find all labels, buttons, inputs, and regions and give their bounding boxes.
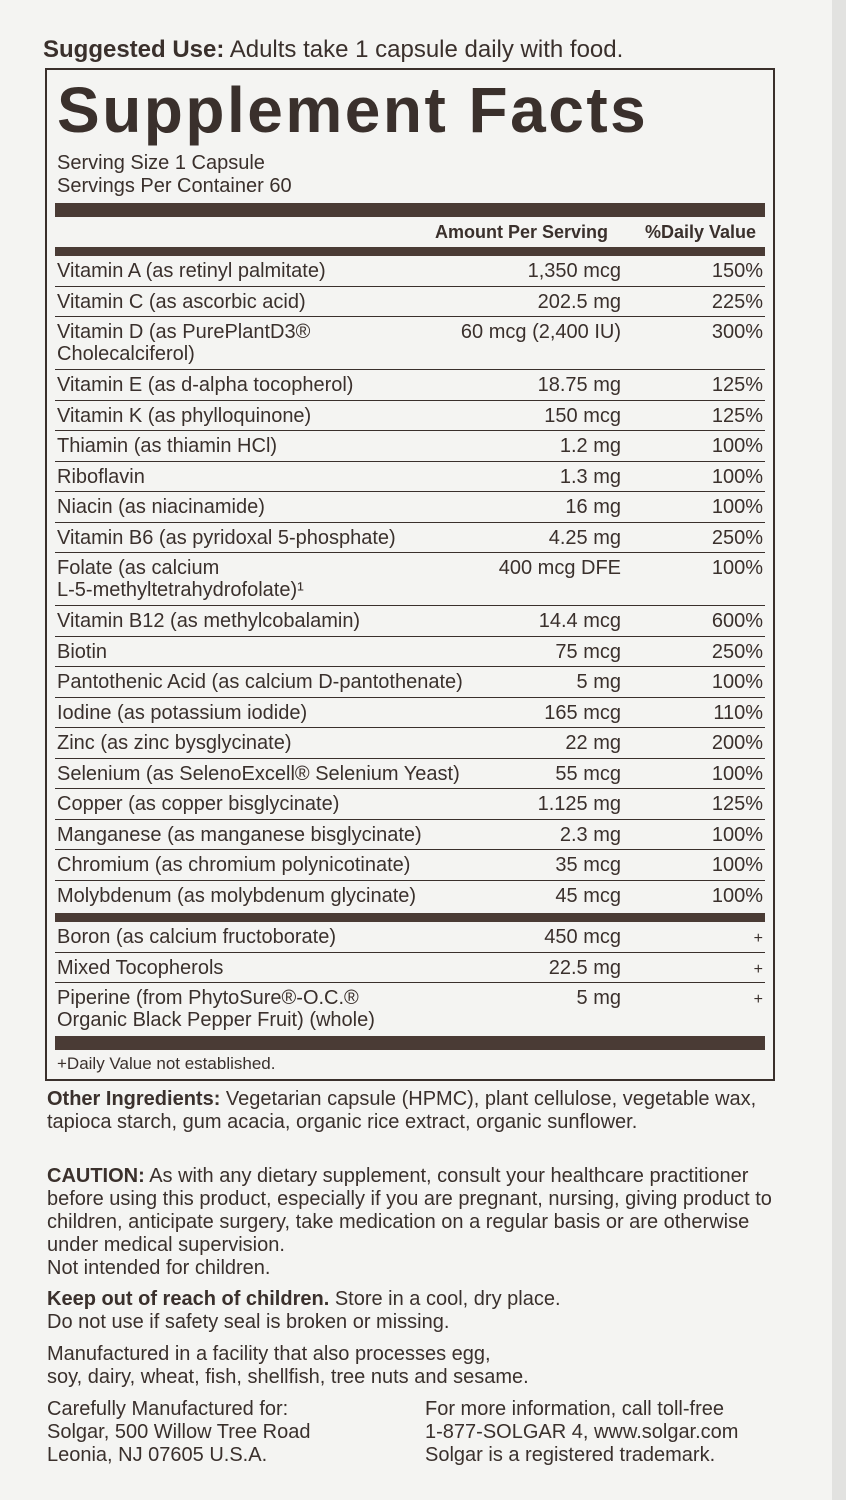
nutrient-name-line: Vitamin C (as ascorbic acid) xyxy=(57,290,306,313)
keep-out-label: Keep out of reach of children. xyxy=(47,1288,330,1310)
nutrient-row xyxy=(55,881,765,912)
nutrient-daily-value: 100% xyxy=(711,823,763,846)
other-ingredients-text: Vegetarian capsule (HPMC), plant cellulose, vegetable wax, tapioca starch, gum acacia, organic rice extract, organic sunflower. xyxy=(47,1088,757,1133)
nutrient-name-line: Boron (as calcium fructoborate) xyxy=(57,926,337,948)
footnote: +Daily Value not established. xyxy=(57,1054,276,1073)
nutrient-name xyxy=(57,885,416,907)
nutrient-amount: 2.3 mg xyxy=(559,823,621,846)
nutrient-name-line: Folate (as calcium xyxy=(57,557,220,579)
header-daily-value: %Daily Value xyxy=(645,222,757,242)
nutrient-name xyxy=(57,671,463,693)
nutrient-row xyxy=(55,317,765,370)
nutrient-amount: 1,350 mcg xyxy=(527,260,621,282)
nutrient-name xyxy=(57,702,307,724)
allergen-line: Manufactured in a facility that also processes egg, xyxy=(47,1343,491,1365)
nutrient-name xyxy=(57,527,396,549)
suggested-use-label: Suggested Use: xyxy=(43,36,225,63)
keep-out-of-reach xyxy=(47,1288,787,1334)
nutrient-name-line: Thiamin (as thiamin HCl) xyxy=(57,435,278,457)
divider-mid xyxy=(55,247,765,256)
serving-size: Serving Size 1 Capsule xyxy=(57,152,265,174)
other-ingredient-table xyxy=(55,922,765,1036)
nutrient-amount: 165 mcg xyxy=(544,701,621,724)
nutrient-daily-value: 300% xyxy=(711,321,763,343)
nutrient-amount: 5 mg xyxy=(576,671,621,693)
nutrient-row xyxy=(55,401,765,432)
nutrient-daily-value: 100% xyxy=(711,671,763,693)
nutrient-row xyxy=(55,789,765,820)
supplement-facts-panel xyxy=(45,68,775,1081)
caution xyxy=(47,1165,787,1280)
nutrient-row xyxy=(55,637,765,668)
nutrient-name-line: Iodine (as potassium iodide) xyxy=(57,701,308,724)
nutrient-daily-value: 150% xyxy=(711,260,763,282)
nutrient-daily-value: 250% xyxy=(711,526,763,549)
nutrient-name-line: Vitamin K (as phylloquinone) xyxy=(57,404,312,427)
nutrient-daily-value: 125% xyxy=(711,374,763,396)
nutrient-row xyxy=(55,983,765,1036)
nutrient-daily-value: + xyxy=(753,960,763,978)
nutrient-daily-value: 250% xyxy=(711,640,763,663)
nutrient-row xyxy=(55,370,765,401)
nutrient-amount: 45 mcg xyxy=(555,884,621,907)
nutrient-row xyxy=(55,728,765,759)
nutrient-name xyxy=(57,321,310,365)
allergen-statement xyxy=(47,1343,787,1389)
nutrient-daily-value: 100% xyxy=(711,435,763,457)
manufacturer-line: Solgar, 500 Willow Tree Road xyxy=(47,1421,311,1443)
nutrient-amount: 450 mcg xyxy=(544,926,621,948)
nutrient-amount: 18.75 mg xyxy=(537,374,621,396)
nutrient-name-line: Copper (as copper bisglycinate) xyxy=(57,793,340,815)
nutrient-daily-value: 100% xyxy=(711,465,763,488)
caution-label: CAUTION: xyxy=(47,1165,145,1187)
nutrient-name xyxy=(57,557,304,601)
nutrient-daily-value: 110% xyxy=(713,701,763,724)
divider-mid xyxy=(55,913,765,922)
nutrient-amount: 22 mg xyxy=(565,732,621,754)
nutrient-name-line: Biotin xyxy=(57,640,108,663)
nutrient-name-line: Molybdenum (as molybdenum glycinate) xyxy=(57,884,417,907)
nutrient-name-line: Vitamin B12 (as methylcobalamin) xyxy=(57,610,361,632)
nutrient-daily-value: 100% xyxy=(711,854,763,876)
nutrient-row xyxy=(55,953,765,984)
nutrient-name-line: Piperine (from PhytoSure®-O.C.® xyxy=(57,987,359,1009)
manufacturer-line: Carefully Manufactured for: xyxy=(47,1398,289,1420)
nutrient-daily-value: 200% xyxy=(711,732,763,754)
panel-title: Supplement Facts xyxy=(57,74,649,146)
other-ingredients xyxy=(47,1088,787,1134)
suggested-use xyxy=(43,35,743,65)
other-ingredients-label: Other Ingredients: xyxy=(47,1088,221,1110)
nutrient-name xyxy=(57,793,339,815)
nutrient-row xyxy=(55,759,765,790)
nutrient-name-line: Zinc (as zinc bysglycinate) xyxy=(57,732,292,754)
nutrient-name-line: Organic Black Pepper Fruit) (whole) xyxy=(57,1009,375,1031)
nutrient-daily-value: + xyxy=(753,991,763,1008)
nutrient-name xyxy=(57,854,410,876)
nutrient-amount: 1.3 mg xyxy=(559,465,621,488)
nutrient-amount: 150 mcg xyxy=(544,404,621,427)
nutrient-name xyxy=(57,374,353,396)
contact-info xyxy=(425,1398,738,1467)
storage-text: Store in a cool, dry place. xyxy=(329,1288,561,1310)
nutrient-name xyxy=(57,496,265,518)
manufacturer-line: Leonia, NJ 07605 U.S.A. xyxy=(47,1444,268,1466)
nutrient-name xyxy=(57,987,375,1031)
nutrient-name xyxy=(57,824,422,846)
nutrient-name-line: Mixed Tocopherols xyxy=(57,956,224,979)
nutrient-name xyxy=(57,926,336,948)
nutrient-amount: 35 mcg xyxy=(555,854,621,876)
nutrient-row xyxy=(55,606,765,637)
nutrient-daily-value: 600% xyxy=(711,610,763,632)
nutrient-row xyxy=(55,431,765,462)
serving-info xyxy=(57,152,292,198)
caution-text: As with any dietary supplement, consult your healthcare practitioner before using this product, especially if you are pregnant, nursing, giving product to children, anticipate surgery, take medication on a regular basis or are otherwise under medical supervision. xyxy=(47,1165,772,1256)
nutrient-name xyxy=(57,435,277,457)
nutrient-name xyxy=(57,466,145,488)
nutrient-name-line: Selenium (as SelenoExcell® Selenium Yeast) xyxy=(57,762,460,785)
nutrient-daily-value: 100% xyxy=(711,762,763,785)
nutrient-name-line: Chromium (as chromium polynicotinate) xyxy=(57,854,411,876)
nutrient-amount: 202.5 mg xyxy=(537,290,621,313)
nutrient-amount: 400 mcg DFE xyxy=(498,557,621,579)
contact-line: 1-877-SOLGAR 4, www.solgar.com xyxy=(425,1421,739,1443)
nutrient-name-line: Manganese (as manganese bisglycinate) xyxy=(57,823,422,846)
nutrient-name-line: Cholecalciferol) xyxy=(57,343,195,365)
header-amount: Amount Per Serving xyxy=(435,222,609,242)
nutrient-name xyxy=(57,291,306,313)
nutrient-amount: 55 mcg xyxy=(555,762,621,785)
manufacturer-info xyxy=(47,1398,310,1467)
nutrient-name-line: Vitamin E (as d-alpha tocopherol) xyxy=(57,374,354,396)
nutrient-amount: 16 mg xyxy=(565,496,621,518)
nutrient-amount: 14.4 mcg xyxy=(538,610,621,632)
nutrient-name-line: L-5-methyltetrahydrofolate)¹ xyxy=(57,579,304,601)
nutrient-row xyxy=(55,850,765,881)
nutrient-name xyxy=(57,405,311,427)
nutrient-amount: 1.2 mg xyxy=(559,435,621,457)
nutrient-row xyxy=(55,287,765,318)
nutrient-table xyxy=(55,256,765,911)
nutrient-name xyxy=(57,610,360,632)
nutrient-daily-value: 100% xyxy=(711,884,763,907)
nutrient-amount: 75 mcg xyxy=(555,640,621,663)
nutrient-name-line: Riboflavin xyxy=(57,465,145,488)
nutrient-amount: 1.125 mg xyxy=(537,793,621,815)
caution-children: Not intended for children. xyxy=(47,1257,271,1279)
package-edge xyxy=(832,0,846,1500)
nutrient-name-line: Pantothenic Acid (as calcium D-pantothenate) xyxy=(57,671,463,693)
nutrient-name xyxy=(57,763,460,785)
nutrient-daily-value: 100% xyxy=(711,496,763,518)
divider-thick xyxy=(55,1036,765,1050)
nutrient-name-line: Niacin (as niacinamide) xyxy=(57,496,265,518)
nutrient-name xyxy=(57,957,223,979)
nutrient-name-line: Vitamin D (as PurePlantD3® xyxy=(57,321,311,343)
nutrient-name-line: Vitamin A (as retinyl palmitate) xyxy=(57,260,326,282)
divider-thick xyxy=(55,203,765,217)
nutrient-name xyxy=(57,641,107,663)
allergen-line: soy, dairy, wheat, fish, shellfish, tree nuts and sesame. xyxy=(47,1366,529,1388)
nutrient-row xyxy=(55,523,765,554)
nutrient-name xyxy=(57,260,326,282)
servings-per-container: Servings Per Container 60 xyxy=(57,175,292,197)
nutrient-row xyxy=(55,667,765,698)
suggested-use-text: Adults take 1 capsule daily with food. xyxy=(224,36,624,63)
nutrient-row xyxy=(55,256,765,287)
nutrient-row xyxy=(55,922,765,953)
nutrient-amount: 60 mcg (2,400 IU) xyxy=(460,321,621,343)
nutrient-name xyxy=(57,732,292,754)
nutrient-daily-value: 125% xyxy=(711,404,763,427)
nutrient-amount: 22.5 mg xyxy=(548,956,621,979)
nutrient-amount: 4.25 mg xyxy=(548,526,621,549)
contact-line: For more information, call toll-free xyxy=(425,1398,724,1420)
nutrient-row xyxy=(55,462,765,493)
nutrient-daily-value: 225% xyxy=(711,290,763,313)
nutrient-row xyxy=(55,698,765,729)
nutrient-daily-value: 100% xyxy=(711,557,763,579)
nutrient-name-line: Vitamin B6 (as pyridoxal 5-phosphate) xyxy=(57,526,396,549)
safety-seal-text: Do not use if safety seal is broken or missing. xyxy=(47,1311,450,1333)
nutrient-row xyxy=(55,553,765,606)
nutrient-row xyxy=(55,492,765,523)
nutrient-row xyxy=(55,820,765,851)
nutrient-daily-value: 125% xyxy=(711,793,763,815)
nutrient-amount: 5 mg xyxy=(576,987,621,1009)
contact-line: Solgar is a registered trademark. xyxy=(425,1444,716,1466)
nutrient-daily-value: + xyxy=(753,930,763,947)
